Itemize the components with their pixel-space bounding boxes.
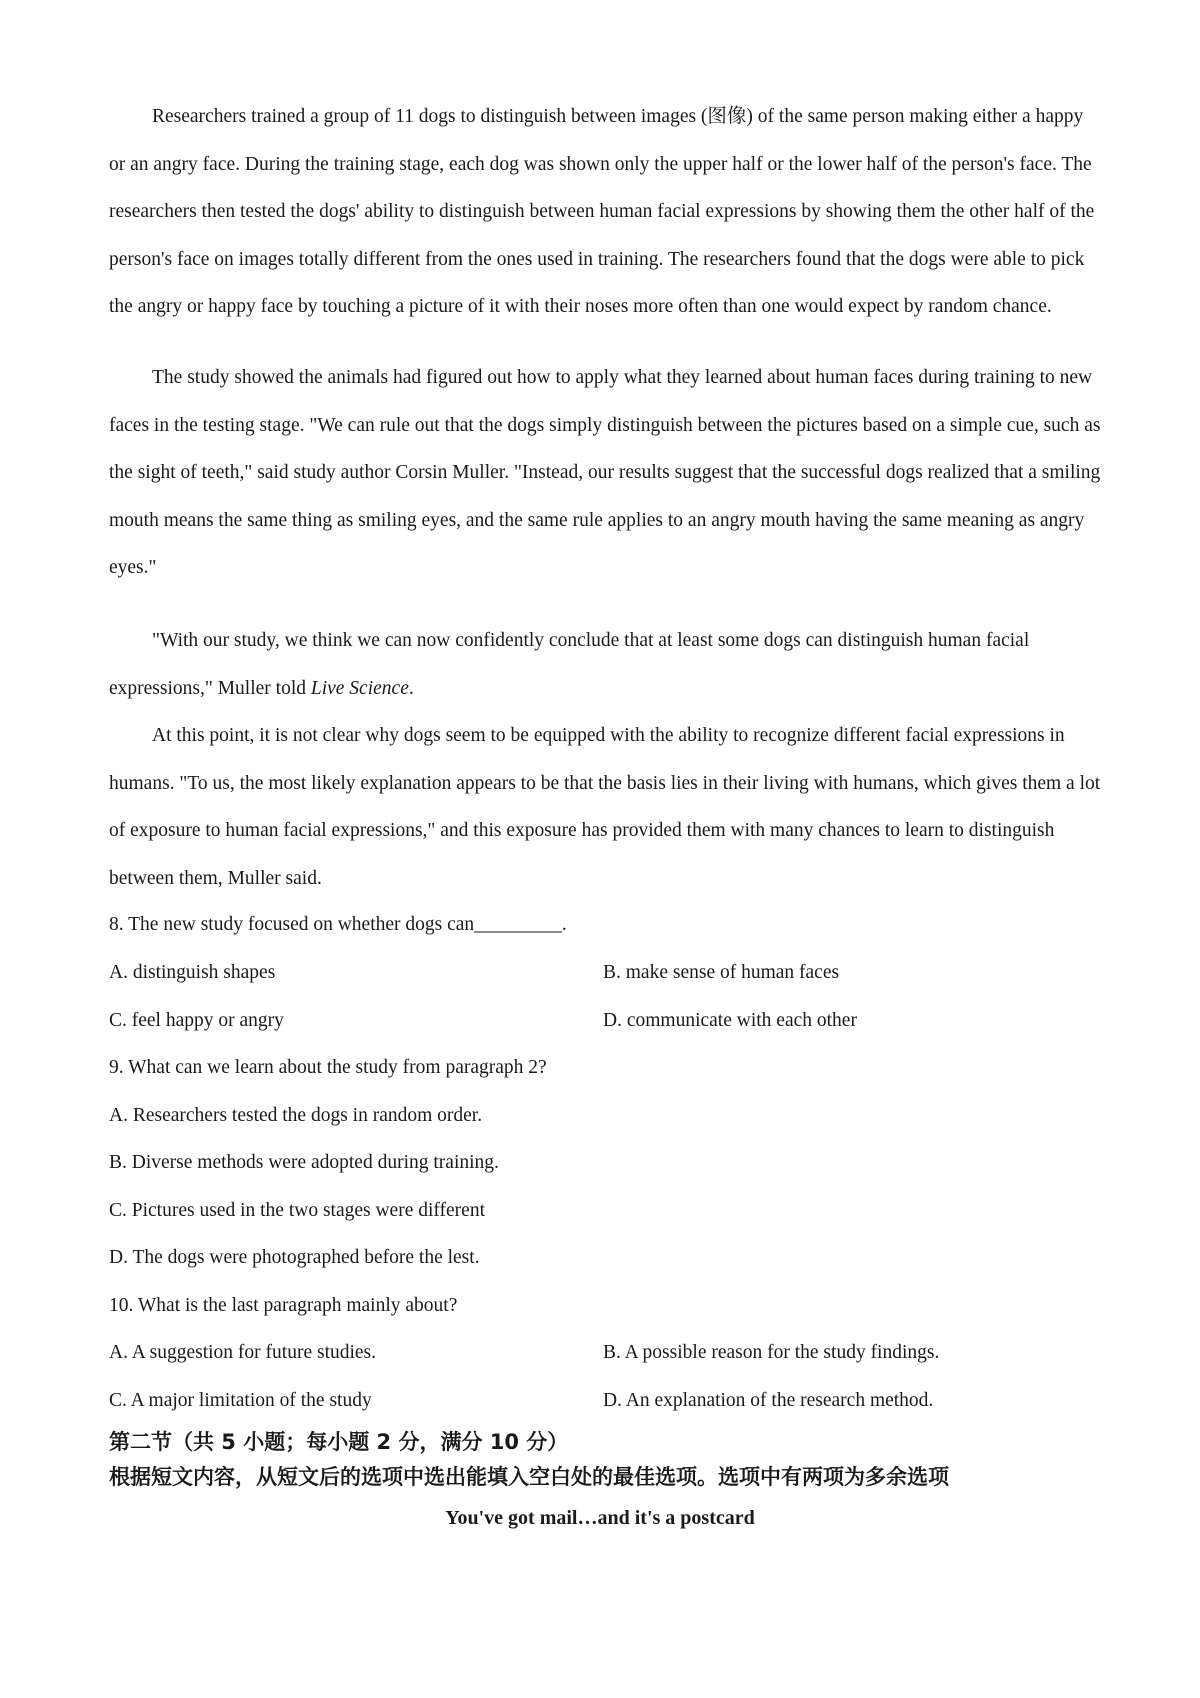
question-10-option-b: B. A possible reason for the study findings. [603,1342,940,1363]
section-instruction: 根据短文内容，从短文后的选项中选出能填入空白处的最佳选项。选项中有两项为多余选项 [109,1465,949,1489]
question-8-option-c: C. feel happy or angry [109,1010,284,1031]
passage-paragraph-4: At this point, it is not clear why dogs seem to be equipped with the ability to recognize different facial expressions in humans. "To us, the most likely explanation appears to be that the basis lies in their living with humans, which gives them a lot of exposure to human facial expressions," and this exposure has provided them with many chances to learn to distinguish between them, Muller said. [109,725,1101,889]
question-10-option-a: A. A suggestion for future studies. [109,1342,377,1363]
passage-title: You've got mail…and it's a postcard [445,1507,755,1529]
question-8-stem: 8. The new study focused on whether dogs can_________. [109,914,567,935]
question-8-option-a: A. distinguish shapes [109,962,276,983]
question-9-option-a: A. Researchers tested the dogs in random order. [109,1105,483,1126]
question-9-option-c: C. Pictures used in the two stages were different [109,1200,486,1221]
passage-paragraph-2: The study showed the animals had figured out how to apply what they learned about human faces during training to new faces in the testing stage. "We can rule out that the dogs simply distinguish between the pictures based on a simple cue, such as the sight of teeth," said study author Corsin Muller. "Instead, our results suggest that the successful dogs realized that a smiling mouth means the same thing as smiling eyes, and the same rule applies to an angry mouth having the same meaning as angry eyes." [109,367,1101,579]
question-10-option-c: C. A major limitation of the study [109,1390,372,1411]
section-heading: 第二节（共 5 小题；每小题 2 分，满分 10 分） [109,1430,569,1454]
source-name: Live Science [310,677,409,699]
question-9-option-d: D. The dogs were photographed before the lest. [109,1247,480,1268]
paragraph-3-text: "With our study, we think we can now confidently conclude that at least some dogs can distinguish human facial expressions," Muller told [109,630,1030,699]
passage-paragraph-3 [109,617,1103,712]
question-9-option-b: B. Diverse methods were adopted during training. [109,1152,499,1173]
question-8-option-d: D. communicate with each other [603,1010,857,1031]
question-10-stem: 10. What is the last paragraph mainly about? [109,1295,458,1316]
question-8-option-b: B. make sense of human faces [603,962,840,983]
question-10-option-d: D. An explanation of the research method. [603,1390,934,1411]
passage-paragraph-1: Researchers trained a group of 11 dogs to distinguish between images (图像) of the same person making either a happy or an angry face. During the training stage, each dog was shown only the upper half or the lower half of the person's face. The researchers then tested the dogs' ability to distinguish between human facial expressions by showing them the other half of the person's face on images totally different from the ones used in training. The researchers found that the dogs were able to pick the angry or happy face by touching a picture of it with their noses more often than one would expect by random chance. [109,106,1095,318]
paragraph-3-end: . [408,677,414,699]
question-9-stem: 9. What can we learn about the study from paragraph 2? [109,1057,547,1078]
